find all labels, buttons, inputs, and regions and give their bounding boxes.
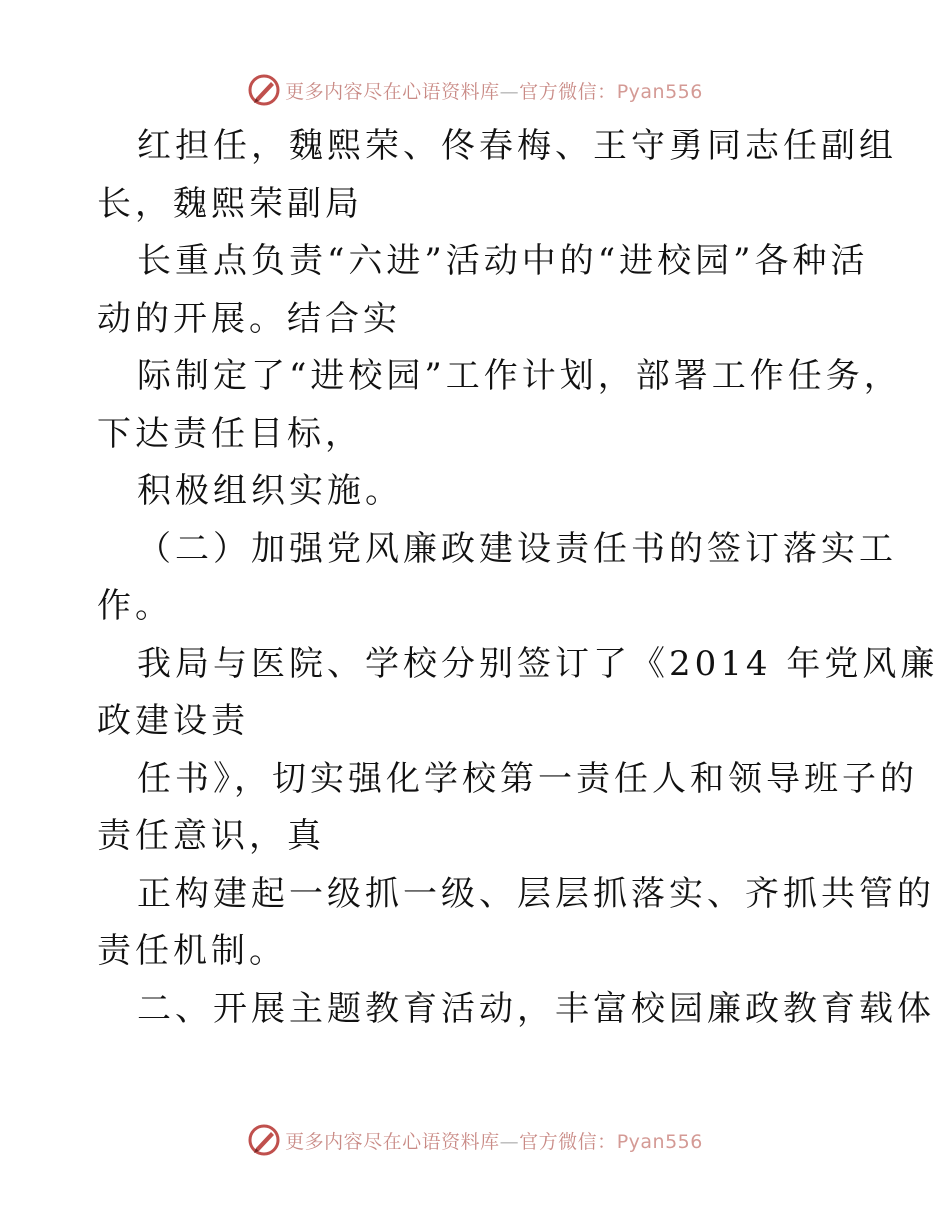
watermark-text: 更多内容尽在心语资料库—官方微信：Pyan556 [285, 1130, 703, 1153]
text-line: 责任机制。 [97, 931, 287, 971]
text-line: 长重点负责“六进”活动中的“进校园”各种活 [137, 241, 869, 281]
text-line: 下达责任目标， [97, 413, 363, 454]
document-body [97, 118, 939, 1038]
pen-logo-icon [247, 1123, 281, 1157]
text-line: 红担任，魏熙荣、佟春梅、王守勇同志任副组 [137, 126, 897, 166]
text-line: 际制定了“进校园”工作计划，部署工作任务， [137, 356, 902, 396]
text-line: 作。 [97, 586, 173, 626]
text-line: 任书》，切实强化学校第一责任人和领导班子的 [137, 758, 918, 799]
text-line: 长，魏熙荣副局 [97, 183, 363, 224]
text-line: 责任意识，真 [97, 816, 325, 856]
section-heading: 二、开展主题教育活动，丰富校园廉政教育载体 [137, 988, 935, 1029]
text-line: 政建设责 [97, 701, 249, 741]
header-watermark [0, 70, 950, 110]
text-line: 我局与医院、学校分别签订了《2014 年党风廉 [137, 643, 939, 684]
section-heading: （二）加强党风廉政建设责任书的签订落实工 [137, 528, 897, 569]
pen-logo-icon [247, 73, 281, 107]
text-line: 动的开展。结合实 [97, 298, 401, 339]
text-line: 正构建起一级抓一级、层层抓落实、齐抓共管的 [137, 873, 935, 914]
watermark-text: 更多内容尽在心语资料库—官方微信：Pyan556 [285, 80, 703, 103]
text-line: 积极组织实施。 [137, 471, 403, 511]
footer-watermark [0, 1120, 950, 1160]
